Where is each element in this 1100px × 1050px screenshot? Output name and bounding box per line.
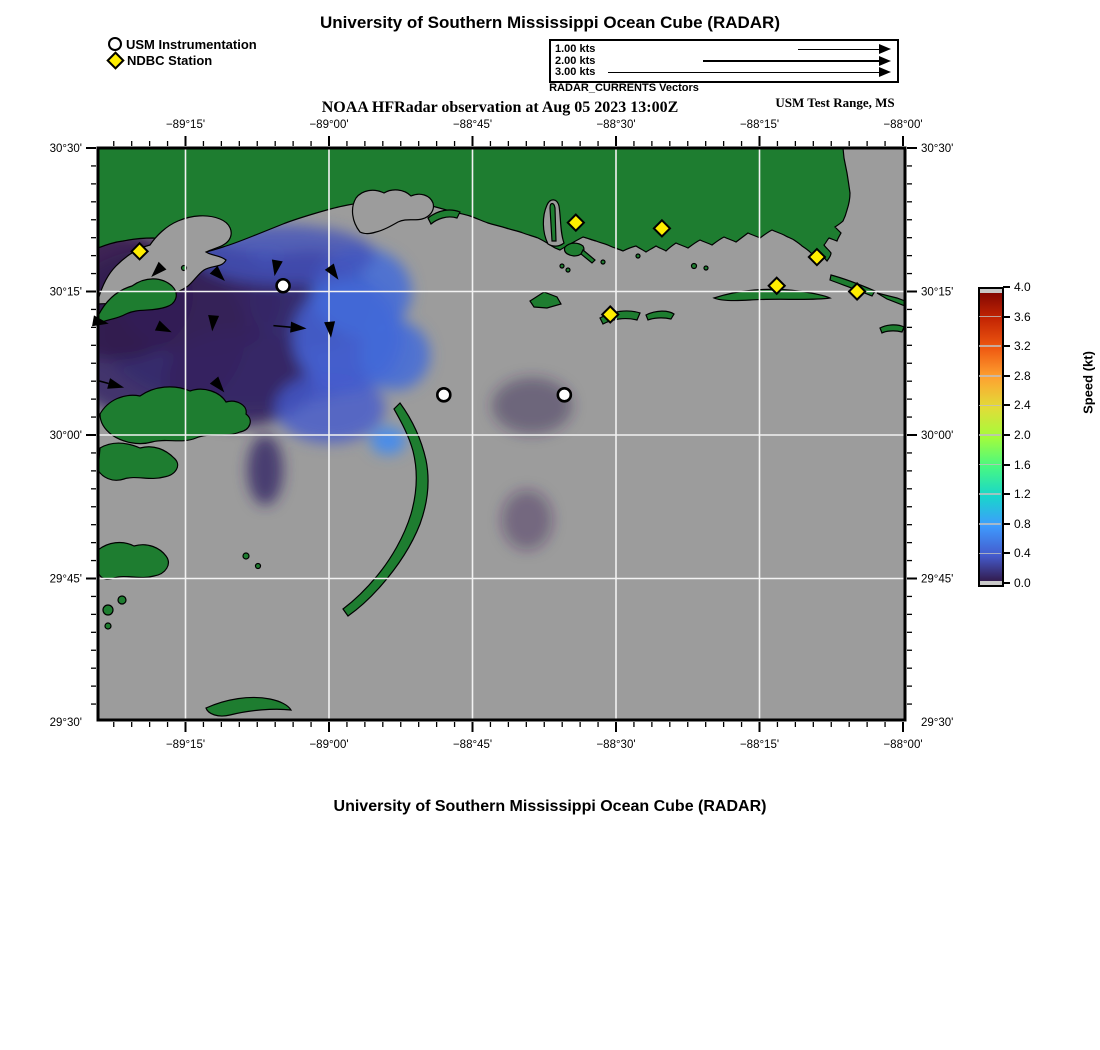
vector-scale-shaft [703, 60, 881, 62]
colorbar-bottom-cap [980, 581, 1002, 585]
islet [692, 264, 697, 269]
lat-label-right: 30°00' [921, 430, 954, 442]
speed-blob [370, 427, 406, 455]
colorbar-gridline [979, 553, 1001, 555]
usm-instrumentation-marker [437, 388, 450, 401]
lat-label-left: 30°00' [49, 430, 82, 442]
colorbar-tick-label: 2.8 [1014, 368, 1031, 383]
islet [560, 264, 564, 268]
map-legend [108, 36, 257, 68]
lon-label-top: −88°30' [596, 119, 636, 131]
lon-label-top: −88°45' [452, 119, 493, 131]
islet [636, 254, 640, 258]
speed-blob [502, 490, 553, 550]
colorbar-tick-label: 3.2 [1014, 339, 1031, 354]
speed-blob [492, 378, 572, 434]
ndbc-station-icon [106, 51, 124, 69]
lon-label-bottom: −88°45' [452, 739, 493, 751]
colorbar-title: Speed (kt) [1080, 351, 1096, 414]
islet [103, 605, 113, 615]
lon-label-bottom: −88°15' [739, 739, 780, 751]
colorbar-tick [1003, 493, 1010, 495]
speed-blob [360, 320, 430, 390]
lon-label-bottom: −89°00' [309, 739, 349, 751]
vector-scale-arrowhead [879, 44, 891, 54]
vector-scale-box [549, 39, 899, 83]
page-title-bottom: University of Southern Mississippi Ocean Cube (RADAR) [333, 798, 767, 815]
usm-instrumentation-marker [277, 279, 290, 292]
colorbar-tick [1003, 552, 1010, 554]
range-label: USM Test Range, MS [775, 95, 895, 110]
speed-blob [247, 435, 283, 505]
colorbar-tick [1003, 464, 1010, 466]
colorbar-tick [1003, 286, 1010, 288]
colorbar-tick [1003, 404, 1010, 406]
lat-label-left: 30°30' [49, 143, 82, 155]
colorbar-gridline [979, 434, 1001, 436]
lat-label-right: 29°30' [921, 717, 954, 729]
vector-scale-shaft [608, 72, 881, 74]
lat-label-left: 30°15' [49, 286, 82, 299]
vector-scale-shaft [798, 49, 881, 51]
legend-row-usm [108, 36, 257, 52]
lon-label-top: −89°15' [165, 119, 206, 131]
vector-scale-row [555, 55, 891, 67]
lon-label-top: −88°00' [883, 119, 923, 131]
lat-label-right: 30°30' [921, 143, 954, 155]
lat-label-right: 30°15' [921, 286, 954, 299]
colorbar-tick-label: 2.0 [1014, 428, 1031, 442]
islet [566, 268, 570, 272]
colorbar-tick [1003, 316, 1010, 318]
colorbar-tick [1003, 523, 1010, 525]
vector-scale-label: 3.00 kts [555, 66, 596, 78]
legend-row-ndbc [108, 52, 257, 68]
colorbar-tick-label: 3.6 [1014, 309, 1031, 324]
speed-colorbar [978, 287, 1004, 587]
vector-scale-arrowhead [879, 67, 891, 77]
islet [118, 596, 126, 604]
colorbar-gridline [979, 523, 1001, 525]
colorbar-tick-label: 1.6 [1014, 457, 1031, 472]
lon-label-bottom: −89°15' [165, 739, 206, 751]
colorbar-gridline [979, 405, 1001, 407]
colorbar-top-cap [980, 289, 1002, 293]
islet [105, 623, 111, 629]
islet [256, 564, 261, 569]
colorbar-tick-label: 0.0 [1014, 576, 1031, 590]
colorbar-tick [1003, 582, 1010, 584]
lon-label-bottom: −88°30' [596, 739, 636, 751]
usm-instrumentation-marker [558, 388, 571, 401]
vector-scale-caption: RADAR_CURRENTS Vectors [549, 82, 699, 94]
colorbar-tick [1003, 345, 1010, 347]
legend-ndbc-label: NDBC Station [127, 52, 213, 68]
islet [704, 266, 708, 270]
colorbar-gridline [979, 316, 1001, 318]
colorbar-tick [1003, 434, 1010, 436]
colorbar-tick-label: 2.4 [1014, 398, 1031, 413]
colorbar-tick-label: 4.0 [1014, 280, 1031, 294]
colorbar-gridline [979, 375, 1001, 377]
vector-scale-label: 2.00 kts [555, 54, 596, 67]
lat-label-right: 29°45' [921, 573, 954, 586]
colorbar-tick-label: 0.4 [1014, 546, 1031, 561]
vector-scale-label: 1.00 kts [555, 43, 596, 55]
legend-usm-label: USM Instrumentation [126, 36, 257, 52]
islet [601, 260, 605, 264]
usm-instrumentation-icon [108, 37, 122, 51]
lon-label-top: −89°00' [309, 119, 349, 131]
page-title-top: University of Southern Mississippi Ocean Cube (RADAR) [319, 13, 780, 32]
speed-blob [275, 373, 385, 443]
lat-label-left: 29°30' [49, 717, 82, 729]
vector-scale-row [555, 66, 891, 78]
map-subtitle: NOAA HFRadar observation at Aug 05 2023 13:00Z [321, 99, 679, 116]
vector-scale-arrowhead [879, 56, 891, 66]
lon-label-bottom: −88°00' [883, 739, 923, 751]
colorbar-tick-label: 1.2 [1014, 487, 1031, 502]
colorbar-gridline [979, 464, 1001, 466]
map-canvas [49, 119, 954, 751]
vector-scale-row [555, 43, 891, 55]
colorbar-gridline [979, 493, 1001, 495]
colorbar-tick [1003, 375, 1010, 377]
colorbar-tick-label: 0.8 [1014, 516, 1031, 531]
lon-label-top: −88°15' [739, 119, 780, 131]
lat-label-left: 29°45' [49, 573, 82, 586]
colorbar-gridline [979, 345, 1001, 347]
islet [243, 553, 249, 559]
